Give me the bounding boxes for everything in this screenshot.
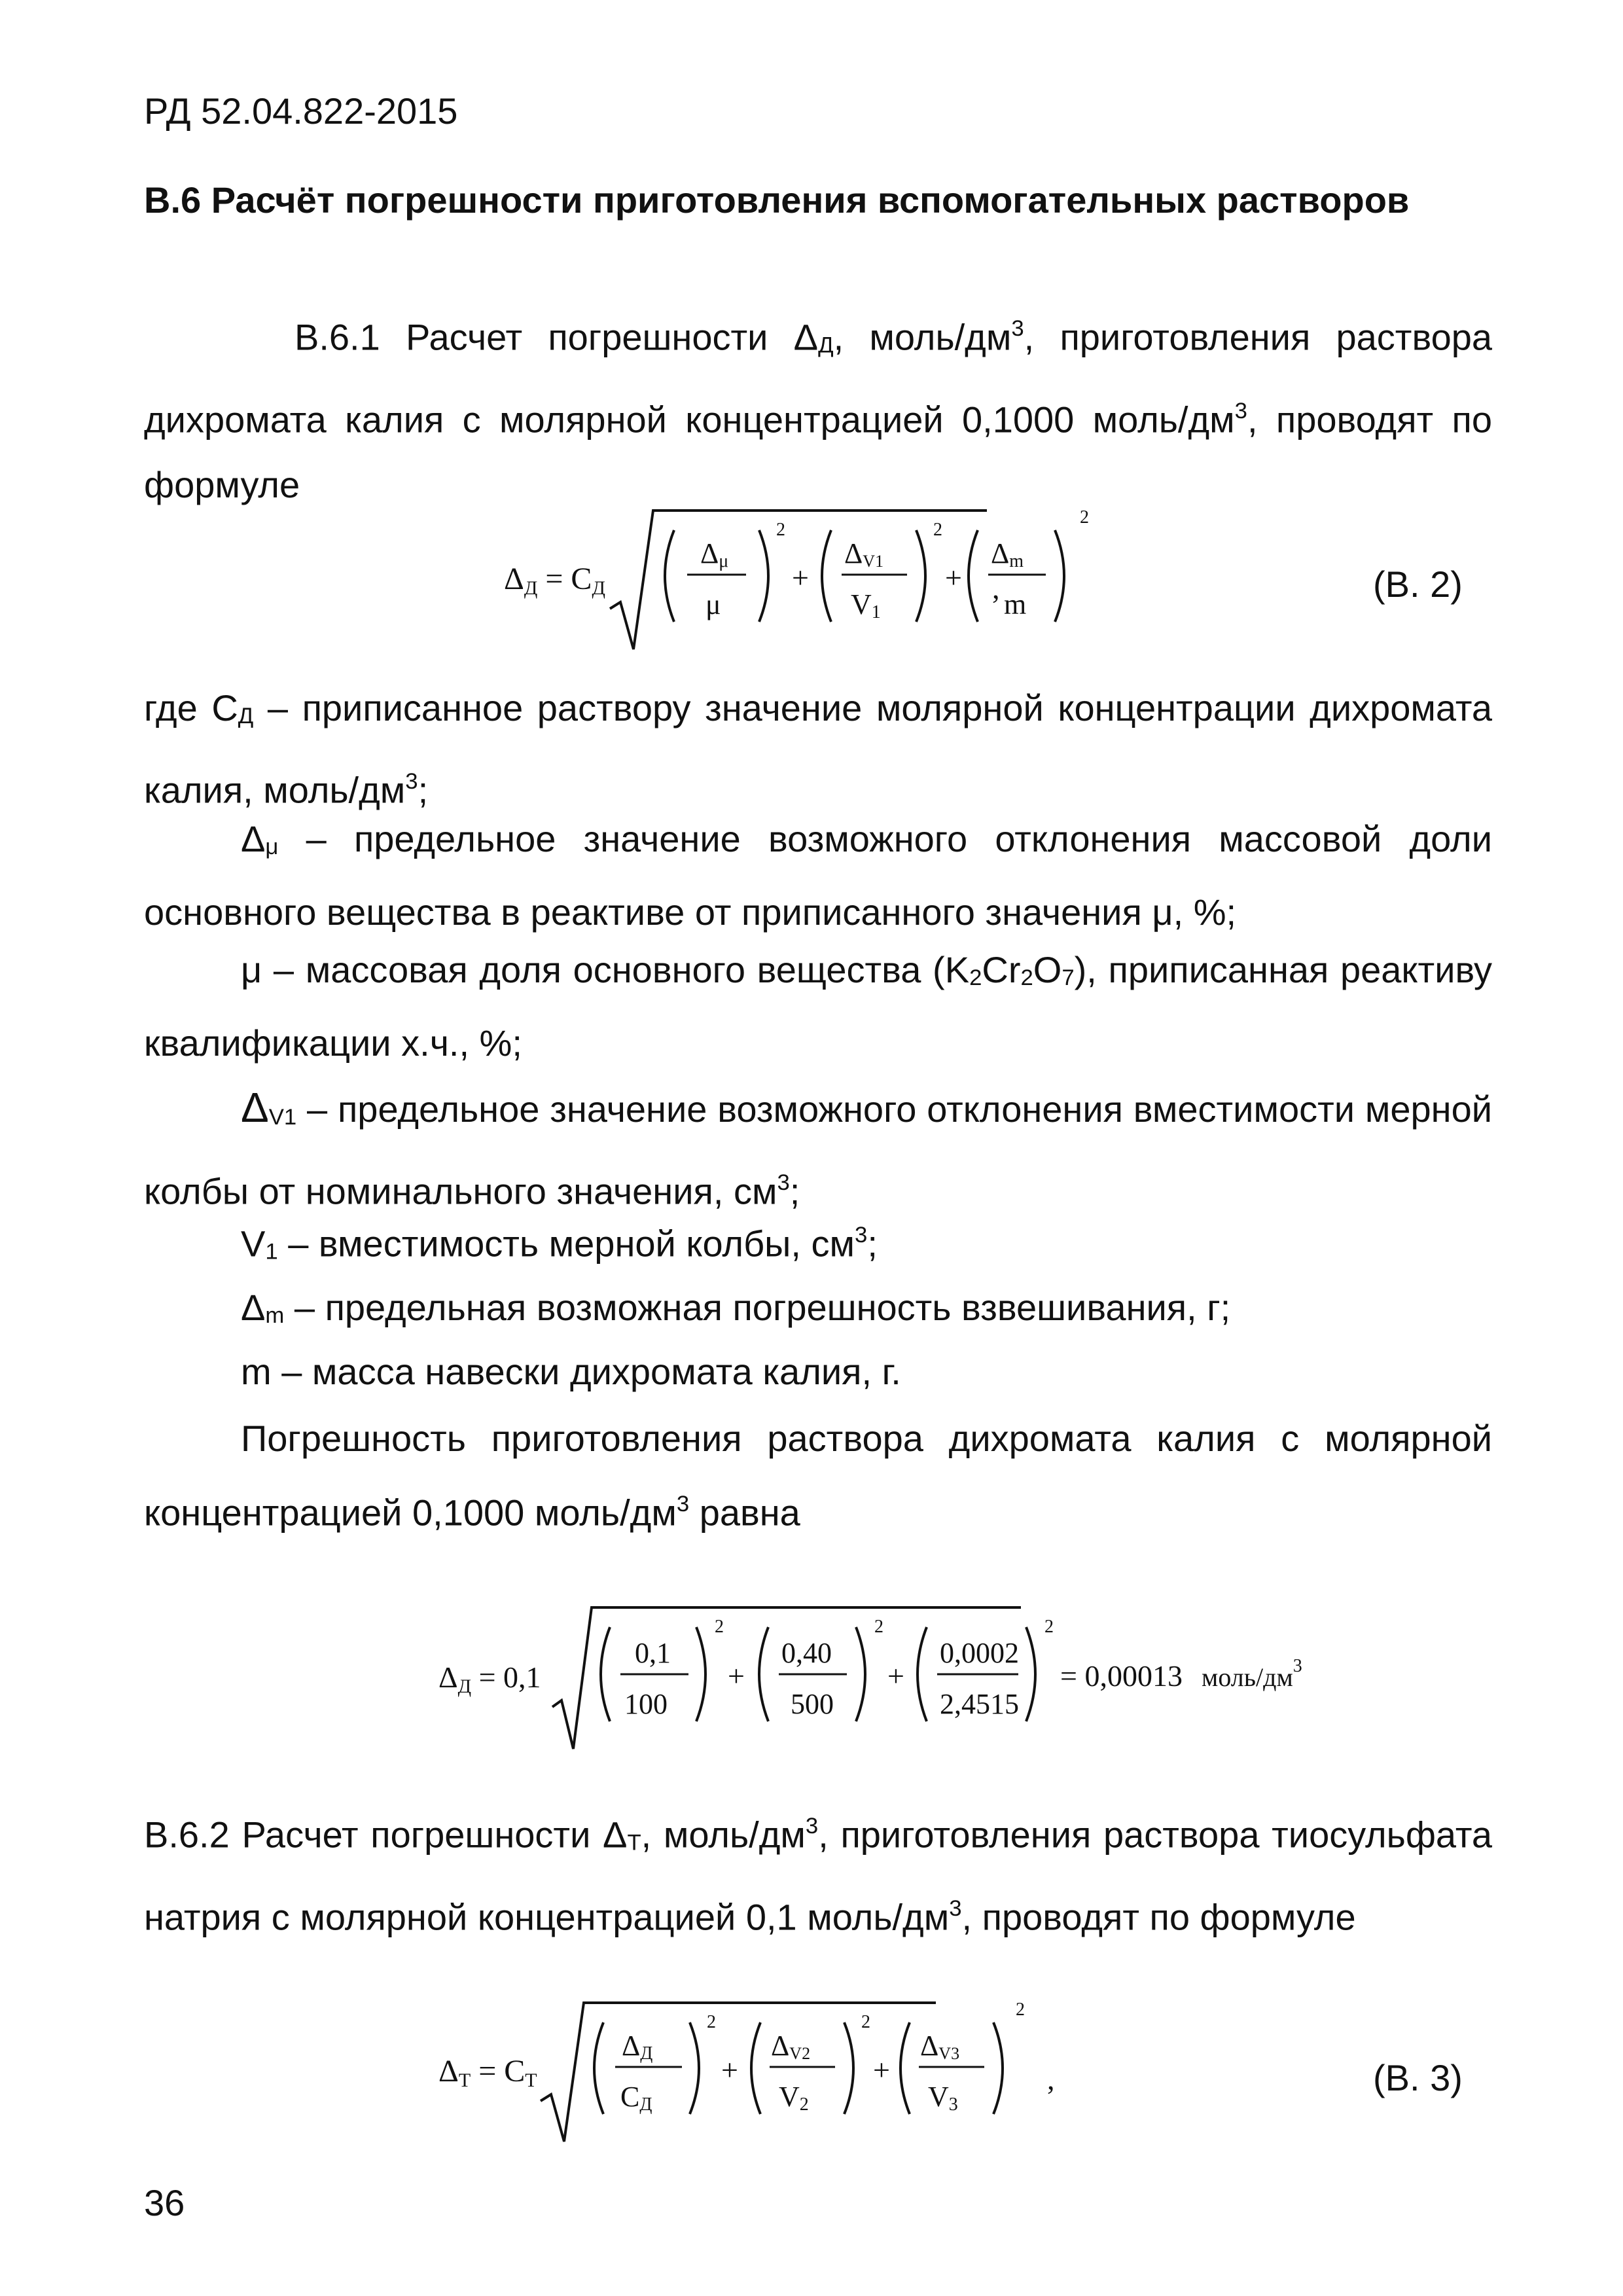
definition-v1: V1 – вместимость мерной колбы, $см^3$;: [241, 1223, 878, 1265]
formula-b2-number: (В. 2): [1373, 564, 1463, 605]
svg-text:Δm: Δm: [991, 537, 1024, 571]
svg-text:0,1: 0,1: [635, 1637, 671, 1669]
svg-text:μ: μ: [705, 588, 721, 620]
svg-text:500: 500: [791, 1688, 834, 1720]
document-code: РД 52.04.822-2015: [144, 90, 458, 132]
svg-text:100: 100: [624, 1688, 668, 1720]
definition-m: m – масса навески дихромата калия, г.: [241, 1351, 901, 1392]
formula-b3-comma: ,: [1047, 2062, 1055, 2096]
formula-b2-last-power: 2: [1080, 507, 1089, 528]
svg-text:ΔД: ΔД: [622, 2030, 653, 2064]
svg-text:2: 2: [874, 1617, 883, 1637]
svg-text:Δμ: Δμ: [700, 537, 729, 571]
formula-b3: [432, 1990, 1021, 2153]
formula-b3-number: (В. 3): [1373, 2057, 1463, 2098]
svg-text:+: +: [945, 561, 962, 594]
svg-text:+: +: [873, 2053, 890, 2087]
formula-b2-comma: ,: [992, 571, 1000, 605]
svg-text:0,40: 0,40: [781, 1637, 832, 1669]
paragraph-error-value: Погрешность приготовления раствора дихромата калия с молярной концентрацией 0,1000 моль/$дм^3$ равна: [144, 1418, 1492, 1534]
definition-cd: где СД – приписанное раствору значение молярной концентрации дихромата калия, моль/$дм^3$;: [144, 687, 1493, 811]
svg-text:+: +: [728, 1659, 745, 1693]
svg-text:+: +: [792, 561, 809, 594]
svg-text:V2: V2: [779, 2081, 809, 2115]
formula-b2: [484, 497, 1073, 661]
svg-text:2: 2: [1044, 1617, 1054, 1637]
definition-delta-v1: ΔV1 – предельное значение возможного отклонения вместимости мерной колбы от номинального значения, $см^3$;: [144, 1084, 1492, 1212]
svg-text:m: m: [1004, 588, 1027, 620]
svg-text:СД: СД: [620, 2081, 652, 2115]
svg-text:моль/дм3: моль/$дм^3$: [1202, 1656, 1302, 1692]
formula-b3-last-power: 2: [1016, 2000, 1025, 2020]
page-number: 36: [144, 2182, 185, 2223]
svg-text:ΔД = СД: ΔД = СД: [504, 562, 605, 599]
svg-text:0,0002: 0,0002: [940, 1637, 1019, 1669]
svg-text:2: 2: [933, 520, 942, 540]
svg-text:+: +: [887, 1659, 904, 1693]
svg-text:ΔV2: ΔV2: [771, 2030, 811, 2063]
svg-text:2: 2: [715, 1617, 724, 1637]
svg-text:ΔV1: ΔV1: [844, 537, 884, 571]
definition-delta-mu: Δμ – предельное значение возможного отклонения массовой доли основного вещества в реактиве от приписанного значения μ, %;: [144, 818, 1492, 933]
svg-text:= 0,00013: = 0,00013: [1060, 1659, 1183, 1693]
svg-text:ΔД = 0,1: ΔД = 0,1: [438, 1660, 541, 1697]
svg-text:2: 2: [776, 520, 785, 540]
definition-delta-m: Δm – предельная возможная погрешность взвешивания, г;: [241, 1287, 1231, 1329]
svg-text:2: 2: [707, 2012, 716, 2032]
paragraph-b62: В.6.2 Расчет погрешности ΔТ, моль/$дм^3$, приготовления раствора тиосульфата натрия с молярной концентрацией 0,1 моль/$дм^3$, проводят по формуле: [144, 1814, 1492, 1938]
svg-text:ΔТ = СТ: ΔТ = СТ: [438, 2054, 537, 2091]
definition-mu: μ – массовая доля основного вещества (K2Cr2O7), приписанная реактиву квалификации х.ч., %;: [144, 949, 1492, 1064]
formula-calculation: [432, 1597, 1361, 1761]
svg-text:2,4515: 2,4515: [940, 1688, 1019, 1720]
svg-text:V3: V3: [928, 2081, 958, 2115]
paragraph-b61: В.6.1 Расчет погрешности ΔД, моль/$дм^3$, приготовления раствора дихромата калия с молярной концентрацией 0,1000 моль/$дм^3$, проводят по формуле: [144, 316, 1492, 506]
svg-text:2: 2: [861, 2012, 870, 2032]
svg-text:V1: V1: [851, 588, 881, 622]
svg-text:+: +: [721, 2053, 738, 2087]
svg-text:ΔV3: ΔV3: [920, 2030, 960, 2063]
section-title: В.6 Расчёт погрешности приготовления вспомогательных растворов: [144, 179, 1410, 221]
